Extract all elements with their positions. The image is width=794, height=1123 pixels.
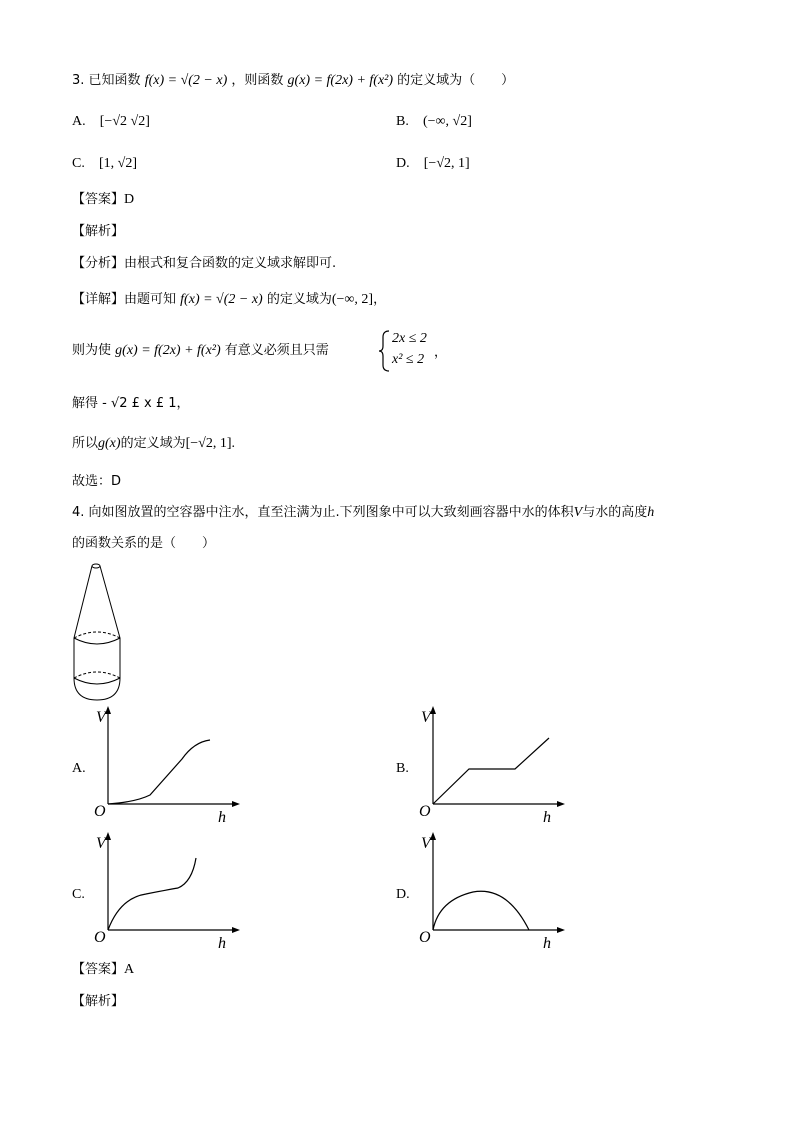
option-letter: B. bbox=[396, 114, 409, 129]
detail-text: 的定义域为 bbox=[266, 292, 332, 307]
q3-detail-1 bbox=[72, 290, 386, 310]
detail-text: . bbox=[231, 436, 235, 451]
answer-value: D bbox=[124, 192, 135, 207]
graph-c bbox=[86, 830, 246, 954]
analysis-tag: 【解析】 bbox=[72, 224, 125, 239]
q3-f-def: f(x) = √(2 − x) bbox=[144, 73, 228, 88]
axis-h-label: h bbox=[543, 935, 551, 952]
detail-formula: g(x) = f(2x) + f(x²) bbox=[115, 343, 221, 358]
detail-tag: 【详解】 bbox=[72, 292, 125, 307]
axis-h-label: h bbox=[543, 809, 551, 826]
q3-detail-3 bbox=[72, 394, 190, 414]
origin-label: O bbox=[94, 929, 106, 946]
axis-v-label: V bbox=[421, 835, 431, 852]
detail-interval: [−√2, 1] bbox=[185, 436, 232, 451]
q3-fenxi bbox=[72, 254, 336, 274]
q4-answer bbox=[72, 960, 134, 980]
answer-tag: 【答案】 bbox=[72, 962, 125, 977]
q4-stem-text: 与水的高度 bbox=[582, 505, 648, 520]
q3-option-b bbox=[396, 111, 472, 133]
curve-d bbox=[433, 891, 529, 930]
detail-text: 解得 - √2 £ x £ 1， bbox=[72, 396, 190, 411]
option-letter: D. bbox=[396, 887, 410, 902]
answer-value: A bbox=[124, 962, 135, 977]
curve-a bbox=[108, 740, 210, 804]
origin-label: O bbox=[94, 803, 106, 820]
q4-stem-line1 bbox=[72, 503, 654, 523]
axis-h-label: h bbox=[218, 809, 226, 826]
q4-stem-text: 4. 向如图放置的空容器中注水，直至注满为止.下列图象中可以大致刻画容器中水的体积 bbox=[72, 505, 574, 520]
option-letter: B. bbox=[396, 761, 409, 776]
detail-formula: f(x) = √(2 − x) bbox=[180, 292, 263, 307]
detail-text: 由题可知 bbox=[124, 292, 177, 307]
detail-text: 所以 bbox=[72, 436, 99, 451]
graph-b bbox=[411, 704, 571, 828]
detail-text: 则为使 bbox=[72, 343, 112, 358]
option-text: (−∞, √2] bbox=[422, 114, 472, 129]
option-text: [−√2, 1] bbox=[423, 156, 470, 171]
q3-option-c bbox=[72, 153, 137, 175]
axis-v-label: V bbox=[96, 709, 106, 726]
system-line-2: x² ≤ 2 bbox=[392, 352, 425, 367]
q3-detail-2 bbox=[72, 341, 329, 361]
q4-stem-text: 的函数关系的是（ ） bbox=[72, 536, 216, 551]
brace-icon bbox=[378, 329, 392, 373]
q4-var-h: h bbox=[647, 505, 655, 520]
q3-option-d bbox=[396, 153, 470, 175]
option-letter: D. bbox=[396, 156, 410, 171]
choice-text: 故选：D bbox=[72, 474, 122, 489]
detail-text: ， bbox=[434, 345, 448, 360]
q4-option-b-label bbox=[396, 758, 409, 780]
detail-text: ， bbox=[373, 292, 387, 307]
q3-analysis-tag bbox=[72, 222, 124, 242]
fenxi-tag: 【分析】 bbox=[72, 256, 125, 271]
curve-b bbox=[433, 738, 549, 804]
q4-var-v: V bbox=[573, 505, 583, 520]
curve-c bbox=[108, 858, 196, 930]
q4-option-c-label bbox=[72, 884, 85, 906]
detail-text: 有意义必须且只需 bbox=[224, 343, 329, 358]
option-text: [−√2 √2] bbox=[99, 114, 150, 129]
q4-option-a-label bbox=[72, 758, 86, 780]
q4-option-d-label bbox=[396, 884, 410, 906]
origin-label: O bbox=[419, 803, 431, 820]
axis-v-label: V bbox=[421, 709, 431, 726]
container-figure bbox=[68, 560, 128, 705]
system-line-1: 2x ≤ 2 bbox=[392, 331, 427, 346]
q3-stem-mid: ，则函数 bbox=[231, 73, 284, 88]
fenxi-text: 由根式和复合函数的定义域求解即可. bbox=[124, 256, 337, 271]
q3-stem-suffix: 的定义域为（ ） bbox=[397, 73, 515, 88]
q3-option-a bbox=[72, 111, 150, 133]
detail-formula: g(x) bbox=[98, 436, 121, 451]
q3-answer bbox=[72, 190, 134, 210]
option-letter: A. bbox=[72, 114, 86, 129]
q3-detail-4 bbox=[72, 434, 235, 454]
q3-g-def: g(x) = f(2x) + f(x²) bbox=[287, 73, 394, 88]
analysis-tag: 【解析】 bbox=[72, 994, 125, 1009]
q4-stem-line2 bbox=[72, 534, 215, 554]
detail-interval: (−∞, 2] bbox=[331, 292, 374, 307]
detail-text: 的定义域为 bbox=[120, 436, 186, 451]
graph-d bbox=[411, 830, 571, 954]
q4-analysis-tag bbox=[72, 992, 124, 1012]
option-text: [1, √2] bbox=[98, 156, 137, 171]
option-letter: C. bbox=[72, 156, 85, 171]
answer-tag: 【答案】 bbox=[72, 192, 125, 207]
q3-inequality-system bbox=[378, 329, 448, 373]
axis-h-label: h bbox=[218, 935, 226, 952]
q3-stem-prefix: 3. 已知函数 bbox=[72, 73, 141, 88]
option-letter: A. bbox=[72, 761, 86, 776]
option-letter: C. bbox=[72, 887, 85, 902]
origin-label: O bbox=[419, 929, 431, 946]
axis-v-label: V bbox=[96, 835, 106, 852]
q3-stem bbox=[72, 71, 514, 91]
graph-a bbox=[86, 704, 246, 828]
q3-choice bbox=[72, 472, 121, 492]
